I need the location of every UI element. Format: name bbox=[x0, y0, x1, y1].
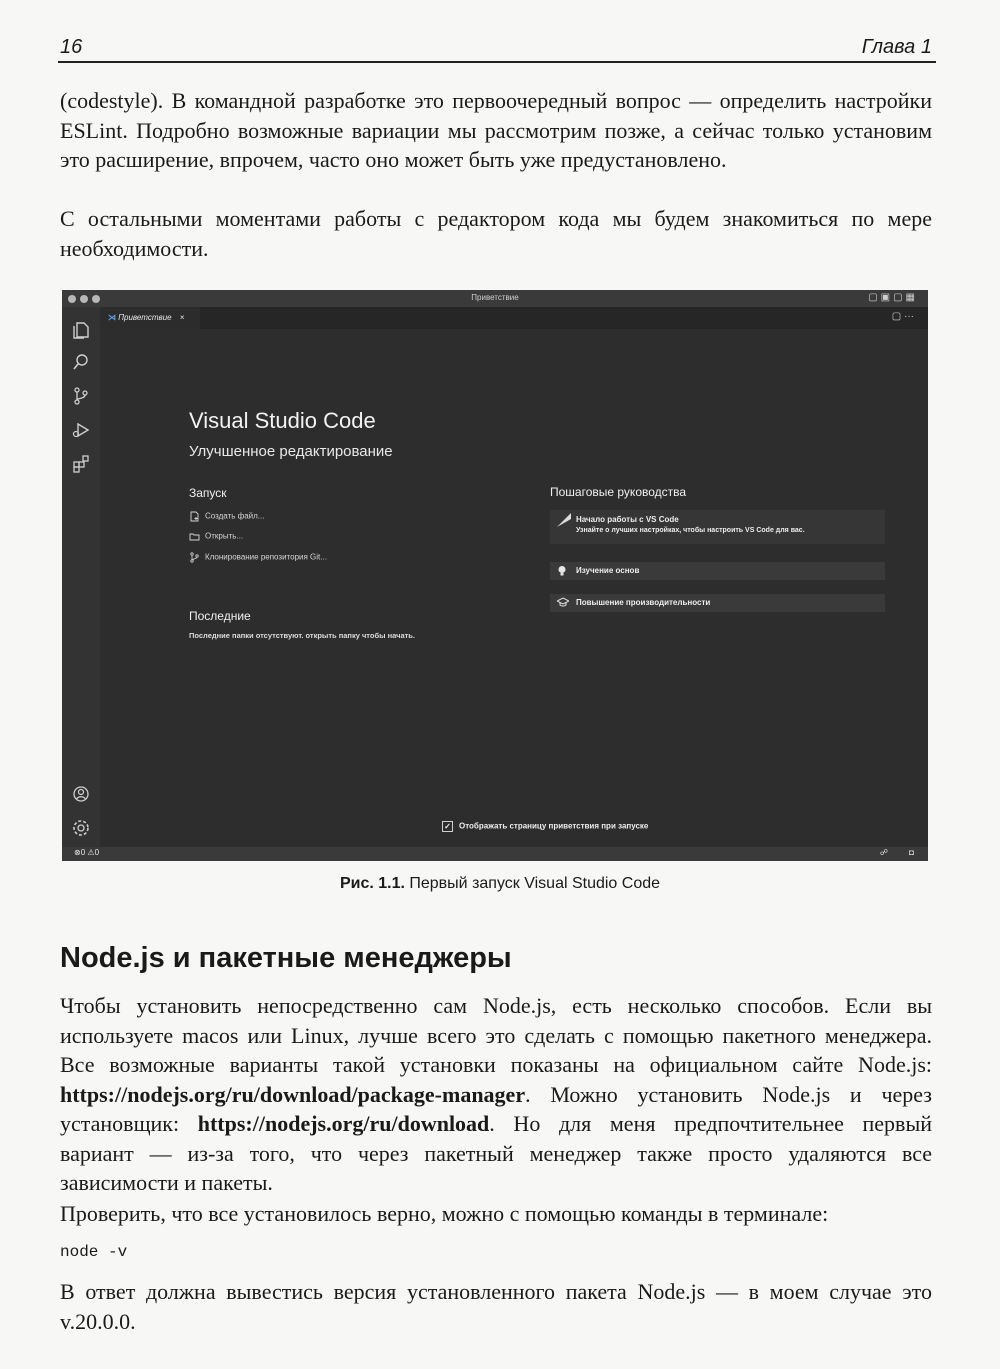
tab-bar bbox=[100, 307, 928, 329]
vscode-logo-icon: ⋊ bbox=[108, 313, 116, 322]
install-text-b: . Можно установить Node.js и через установщик: bbox=[60, 1081, 932, 1136]
walkthrough-get-started[interactable] bbox=[550, 510, 885, 544]
checkmark-icon[interactable]: ✓ bbox=[442, 821, 453, 832]
feedback-icon[interactable]: ☍ bbox=[879, 848, 888, 857]
show-welcome-checkbox[interactable] bbox=[442, 821, 648, 832]
download-link[interactable]: https://nodejs.org/ru/download bbox=[197, 1111, 490, 1136]
star-badge-icon bbox=[557, 513, 571, 527]
warnings-count: 0 bbox=[94, 848, 100, 857]
clone-git-link[interactable] bbox=[189, 552, 327, 563]
walkthrough-get-started-desc: Узнайте о лучших настройках, чтобы настроить VS Code для вас. bbox=[576, 527, 805, 534]
problems-status[interactable]: ⊗0 ⚠0 bbox=[74, 848, 100, 857]
figure-caption-text: Первый запуск Visual Studio Code bbox=[404, 875, 661, 892]
walkthrough-fundamentals-title: Изучение основ bbox=[576, 566, 640, 575]
activity-bar bbox=[62, 307, 100, 847]
walkthrough-productivity[interactable] bbox=[550, 594, 885, 612]
new-file-link[interactable] bbox=[189, 511, 264, 522]
lightbulb-icon bbox=[557, 565, 567, 577]
tab-welcome[interactable] bbox=[100, 307, 200, 329]
window-titlebar bbox=[62, 290, 928, 307]
open-link[interactable] bbox=[189, 531, 243, 542]
new-file-label: Создать файл... bbox=[205, 511, 265, 521]
app-title: Visual Studio Code bbox=[189, 408, 376, 433]
extensions-icon[interactable] bbox=[70, 453, 92, 475]
run-debug-icon[interactable] bbox=[70, 419, 92, 441]
paragraph-install bbox=[60, 991, 932, 1198]
manage-gear-icon[interactable] bbox=[70, 817, 92, 839]
layout-controls-icon[interactable]: ▢▣▢▦ bbox=[868, 292, 918, 303]
paragraph-version: В ответ должна вывестись версия установленного пакета Node.js — в моем случае это v.20.0.0. bbox=[60, 1279, 932, 1334]
show-welcome-label: Отображать страницу приветствия при запуске bbox=[459, 821, 649, 831]
package-manager-link[interactable]: https://nodejs.org/ru/download/package-manager bbox=[60, 1081, 526, 1107]
clone-git-label: Клонирование репозитория Git... bbox=[205, 552, 327, 562]
header-rule bbox=[58, 61, 936, 63]
status-bar bbox=[62, 847, 928, 861]
paragraph-eslint: (codestyle). В командной разработке это первоочередный вопрос — определить настройки ESLint. Подробно возможные вариации мы рассмотрим позже, а сейчас только установим это расширение, впрочем, часто оно может быть уже предустановлено. bbox=[60, 88, 932, 172]
app-subtitle: Улучшенное редактирование bbox=[189, 443, 393, 460]
window-title: Приветствие bbox=[471, 293, 519, 302]
source-control-icon[interactable] bbox=[70, 385, 92, 407]
figure-caption bbox=[0, 875, 1000, 893]
mortarboard-icon bbox=[557, 597, 569, 607]
tab-close-icon[interactable]: × bbox=[179, 313, 185, 322]
split-editor-icon[interactable]: ▢ ··· bbox=[891, 311, 914, 322]
recent-heading: Последние bbox=[189, 609, 251, 623]
paragraph-editor: С остальными моментами работы с редактором кода мы будем знакомиться по мере необходимости. bbox=[60, 206, 932, 261]
chapter-label: Глава 1 bbox=[861, 36, 932, 58]
tab-welcome-label: Приветствие bbox=[118, 313, 172, 322]
install-text-a: Чтобы установить непосредственно сам Node.js, есть несколько способов. Если вы используете macos или Linux, лучше всего это сделать с помощью пакетного менеджера. Все возможные варианты такой установки показаны на официальном сайте Node.js: bbox=[60, 993, 932, 1077]
section-heading: Node.js и пакетные менеджеры bbox=[60, 942, 512, 974]
paragraph-check: Проверить, что все установилось верно, можно с помощью команды в терминале: bbox=[60, 1201, 829, 1226]
git-branch-icon bbox=[189, 552, 200, 563]
account-icon[interactable] bbox=[70, 783, 92, 805]
open-label: Открыть... bbox=[205, 531, 244, 541]
errors-count: 0 bbox=[80, 848, 86, 857]
walkthrough-productivity-title: Повышение производительности bbox=[576, 598, 711, 607]
new-file-icon bbox=[189, 511, 200, 522]
code-command: node -v bbox=[60, 1243, 128, 1261]
notifications-bell-icon[interactable]: ◘ bbox=[909, 848, 914, 857]
page-number: 16 bbox=[60, 36, 83, 58]
walkthrough-get-started-title: Начало работы с VS Code bbox=[576, 515, 679, 524]
figure-number: Рис. 1.1. bbox=[339, 875, 405, 892]
start-heading: Запуск bbox=[189, 486, 227, 500]
search-icon[interactable] bbox=[70, 351, 92, 373]
walkthroughs-heading: Пошаговые руководства bbox=[550, 485, 687, 499]
walkthrough-fundamentals[interactable] bbox=[550, 562, 885, 580]
install-text-c: . Но для меня предпочтительнее первый вариант — из-за того, что через пакетный менеджер также просто удаляются все зависимости и пакеты. bbox=[60, 1111, 933, 1195]
vscode-screenshot bbox=[62, 290, 928, 861]
recent-empty-text: Последние папки отсутствуют. открыть папку чтобы начать. bbox=[189, 631, 415, 640]
folder-open-icon bbox=[189, 531, 200, 542]
explorer-icon[interactable] bbox=[70, 319, 92, 341]
welcome-editor bbox=[100, 329, 928, 847]
